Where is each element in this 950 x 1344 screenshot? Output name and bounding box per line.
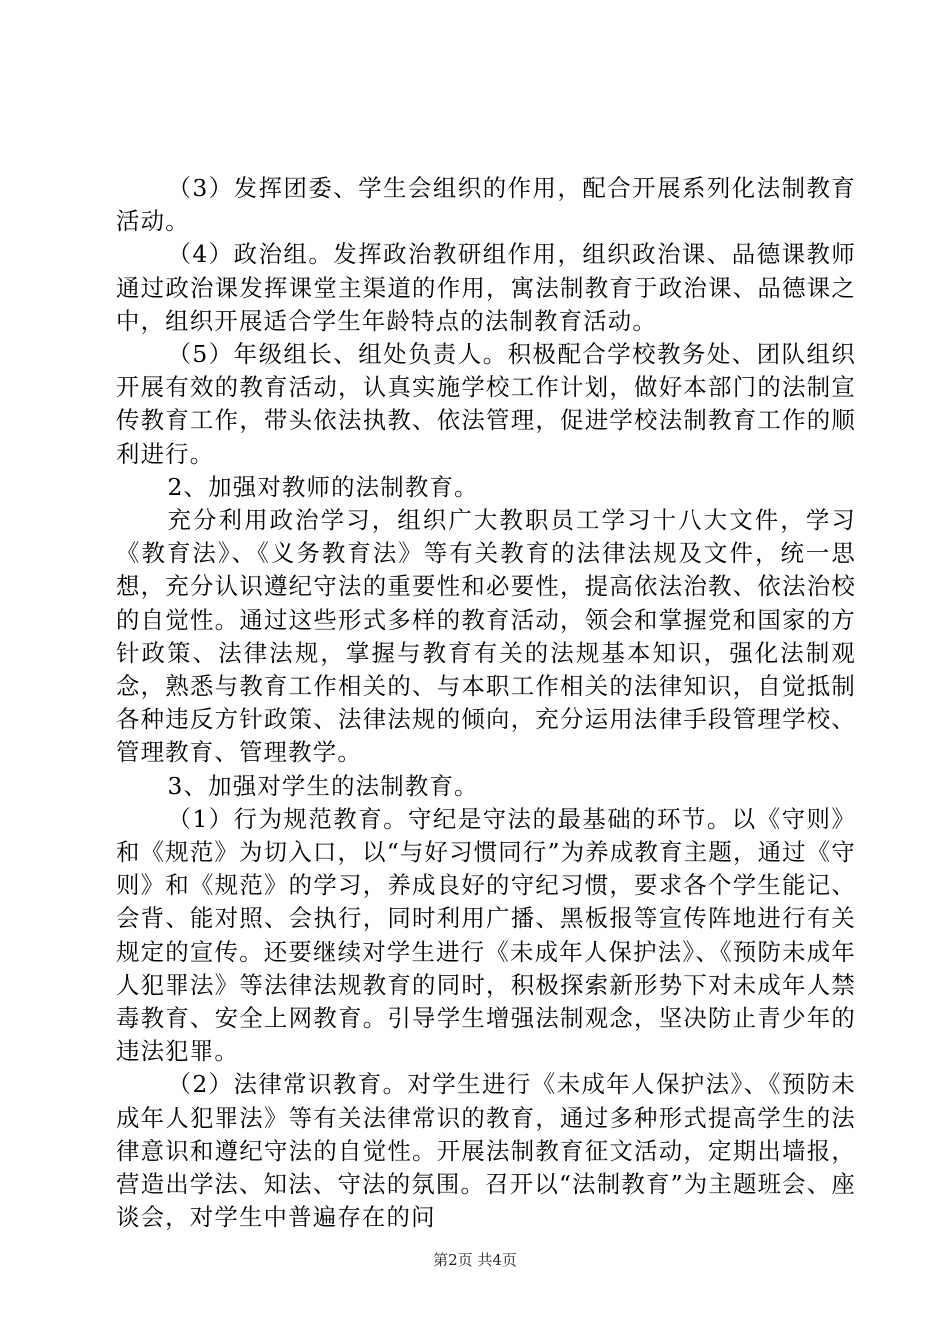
heading-student-education: 3、加强对学生的法制教育。 <box>167 771 479 800</box>
paragraph-teacher-study: 充分利用政治学习，组织广大教职员工学习十八大文件，学习《教育法》、《义务教育法》等有关教育的法律法规及文件，统一思想，充分认识遵纪守法的重要性和必要性，提高依法治教、依法治校的自觉性。通过这些形式多样的教育活动，领会和掌握党和国家的方针政策、法律法规，掌握与教育有关的法规基本知识，强化法制观念，熟悉与教育工作相关的、与本职工作相关的法律知识，自觉抵制各种违反方针政策、法律法规的倾向，充分运用法律手段管理学校、管理教育、管理教学。 <box>116 506 856 767</box>
heading-teacher-education: 2、加强对教师的法制教育。 <box>167 472 479 501</box>
paragraph-grade-leaders: （5）年级组长、组处负责人。积极配合学校教务处、团队组织开展有效的教育活动，认真实施学校工作计划，做好本部门的法制宣传教育工作，带头依法执教、依法管理，促进学校法制教育工作的顺利进行。 <box>116 340 856 468</box>
body-text <box>116 172 856 1235</box>
paragraph-politics-group: （4）政治组。发挥政治教研组作用，组织政治课、品德课教师通过政治课发挥课堂主渠道的作用，寓法制教育于政治课、品德课之中，组织开展适合学生年龄特点的法制教育活动。 <box>116 240 856 335</box>
paragraph-behavior-norms: （1）行为规范教育。守纪是守法的最基础的环节。以《守则》和《规范》为切入口，以“与好习惯同行”为养成教育主题，通过《守则》和《规范》的学习，养成良好的守纪习惯，要求各个学生能记、会背、能对照、会执行，同时利用广播、黑板报等宣传阵地进行有关规定的宣传。还要继续对学生进行《未成年人保护法》、《预防未成年人犯罪法》等法律法规教育的同时，积极探索新形势下对未成年人禁毒教育、安全上网教育。引导学生增强法制观念，坚决防止青少年的违法犯罪。 <box>116 804 856 1066</box>
page-number-footer: 第2页 共4页 <box>433 1251 517 1269</box>
paragraph-legal-knowledge: （2）法律常识教育。对学生进行《未成年人保护法》、《预防未成年人犯罪法》等有关法律常识的教育，通过多种形式提高学生的法律意识和遵纪守法的自觉性。开展法制教育征文活动，定期出墙报，营造出学法、知法、守法的氛围。召开以“法制教育”为主题班会、座谈会，对学生中普遍存在的问 <box>116 1070 856 1232</box>
paragraph-group-3: （3）发挥团委、学生会组织的作用，配合开展系列化法制教育活动。 <box>116 174 856 236</box>
